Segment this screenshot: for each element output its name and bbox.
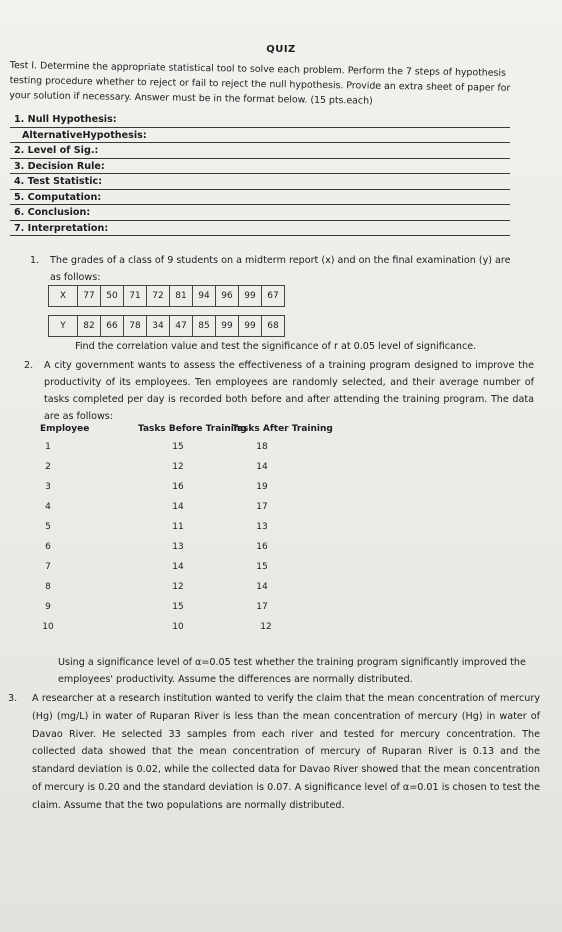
employee-cell: 9 bbox=[45, 602, 51, 612]
before-header: Tasks Before Training bbox=[138, 424, 247, 434]
problem-1 bbox=[30, 252, 515, 286]
problem-3-number: 3. bbox=[8, 693, 18, 704]
step-test-statistic: 4. Test Statistic: bbox=[10, 174, 510, 190]
step-decision-rule: 3. Decision Rule: bbox=[10, 159, 510, 175]
x-cell: 50 bbox=[101, 286, 124, 307]
table-row bbox=[40, 602, 340, 622]
before-cell: 15 bbox=[172, 442, 184, 452]
after-cell: 17 bbox=[256, 502, 268, 512]
step-conclusion: 6. Conclusion: bbox=[10, 205, 510, 221]
y-cell: 99 bbox=[239, 316, 262, 337]
x-cell: 99 bbox=[239, 286, 262, 307]
employee-cell: 5 bbox=[45, 522, 51, 532]
table-row bbox=[40, 522, 340, 542]
y-cell: 99 bbox=[216, 316, 239, 337]
x-label: X bbox=[49, 286, 78, 307]
after-cell: 16 bbox=[256, 542, 268, 552]
employee-cell: 3 bbox=[45, 482, 51, 492]
table-row bbox=[40, 502, 340, 522]
y-cell: 47 bbox=[170, 316, 193, 337]
employee-cell: 7 bbox=[45, 562, 51, 572]
employee-cell: 6 bbox=[45, 542, 51, 552]
step-computation: 5. Computation: bbox=[10, 190, 510, 206]
before-cell: 14 bbox=[172, 562, 184, 572]
before-cell: 11 bbox=[172, 522, 184, 532]
table-row bbox=[40, 462, 340, 482]
table-row bbox=[40, 582, 340, 602]
problem-1-question: Find the correlation value and test the significance of r at 0.05 level of significance. bbox=[75, 341, 477, 352]
grades-table bbox=[48, 285, 285, 337]
before-cell: 16 bbox=[172, 482, 184, 492]
after-cell: 14 bbox=[256, 462, 268, 472]
step-null-hypothesis: 1. Null Hypothesis: bbox=[10, 112, 510, 128]
after-cell: 15 bbox=[256, 562, 268, 572]
x-cell: 77 bbox=[78, 286, 101, 307]
y-cell: 85 bbox=[193, 316, 216, 337]
after-cell: 14 bbox=[256, 582, 268, 592]
x-cell: 72 bbox=[147, 286, 170, 307]
problem-2-question: Using a significance level of α=0.05 test whether the training program significantly improved the employees' productivity. Assume the differences are normally distributed. bbox=[58, 657, 526, 685]
table-row bbox=[40, 622, 340, 642]
after-cell: 13 bbox=[256, 522, 268, 532]
problem-3-text: A researcher at a research institution wanted to verify the claim that the mean concentration of mercury (Hg) (mg/L) in water of Ruparan River is less than the mean concentration of mercury (Hg) in water of Davao River. He selected 33 samples from each river and tested for mercury concentration. The collected data showed that the mean concentration of mercury of Ruparan River is 0.13 and the standard deviation is 0.02, while the collected data for Davao River showed that the mean concentration of mercury is 0.20 and the standard deviation is 0.07. A significance level of α=0.01 is chosen to test the claim. Assume that the two populations are normally distributed. bbox=[32, 693, 540, 811]
problem-2-number: 2. bbox=[24, 360, 34, 371]
employee-cell: 8 bbox=[45, 582, 51, 592]
employee-header: Employee bbox=[40, 424, 90, 434]
y-cell: 82 bbox=[78, 316, 101, 337]
after-cell: 19 bbox=[256, 482, 268, 492]
problem-2 bbox=[24, 357, 534, 425]
after-cell: 12 bbox=[260, 622, 272, 632]
y-cell: 68 bbox=[262, 316, 285, 337]
after-header: Tasks After Training bbox=[232, 424, 333, 434]
x-cell: 96 bbox=[216, 286, 239, 307]
step-alternative-hypothesis: AlternativeHypothesis: bbox=[10, 128, 510, 144]
before-cell: 12 bbox=[172, 582, 184, 592]
employee-cell: 4 bbox=[45, 502, 51, 512]
problem-1-text: The grades of a class of 9 students on a midterm report (x) and on the final examination (y) are as follows: bbox=[50, 255, 511, 283]
answer-format-steps bbox=[10, 112, 510, 236]
before-cell: 14 bbox=[172, 502, 184, 512]
after-cell: 18 bbox=[256, 442, 268, 452]
quiz-title: QUIZ bbox=[266, 44, 296, 55]
table-row bbox=[40, 542, 340, 562]
step-level-of-significance: 2. Level of Sig.: bbox=[10, 143, 510, 159]
table-row bbox=[40, 562, 340, 582]
x-cell: 67 bbox=[262, 286, 285, 307]
problem-3 bbox=[8, 690, 540, 815]
x-cell: 81 bbox=[170, 286, 193, 307]
y-row bbox=[49, 316, 285, 337]
employee-cell: 2 bbox=[45, 462, 51, 472]
x-row bbox=[49, 286, 285, 307]
after-cell: 17 bbox=[256, 602, 268, 612]
problem-2-text: A city government wants to assess the effectiveness of a training program designed to improve the productivity of its employees. Ten employees are randomly selected, and their average number of tasks completed per day is recorded both before and after attending the training program. The data are as follows: bbox=[44, 360, 534, 422]
y-cell: 78 bbox=[124, 316, 147, 337]
problem-1-number: 1. bbox=[30, 255, 40, 266]
x-cell: 94 bbox=[193, 286, 216, 307]
before-cell: 12 bbox=[172, 462, 184, 472]
y-label: Y bbox=[49, 316, 78, 337]
x-cell: 71 bbox=[124, 286, 147, 307]
table-row bbox=[40, 442, 340, 462]
table-row bbox=[40, 482, 340, 502]
y-cell: 34 bbox=[147, 316, 170, 337]
before-cell: 10 bbox=[172, 622, 184, 632]
test-instructions: Test I. Determine the appropriate statistical tool to solve each problem. Perform the 7 steps of hypothesis testing procedure whether to reject or fail to reject the null hypothesis. Provide an extra sheet of paper for your solution if necessary. Answer must be in the format below. (15 pts.each) bbox=[9, 59, 511, 107]
step-interpretation: 7. Interpretation: bbox=[10, 221, 510, 237]
employee-cell: 1 bbox=[45, 442, 51, 452]
before-cell: 13 bbox=[172, 542, 184, 552]
employee-cell: 10 bbox=[42, 622, 54, 632]
y-cell: 66 bbox=[101, 316, 124, 337]
before-cell: 15 bbox=[172, 602, 184, 612]
